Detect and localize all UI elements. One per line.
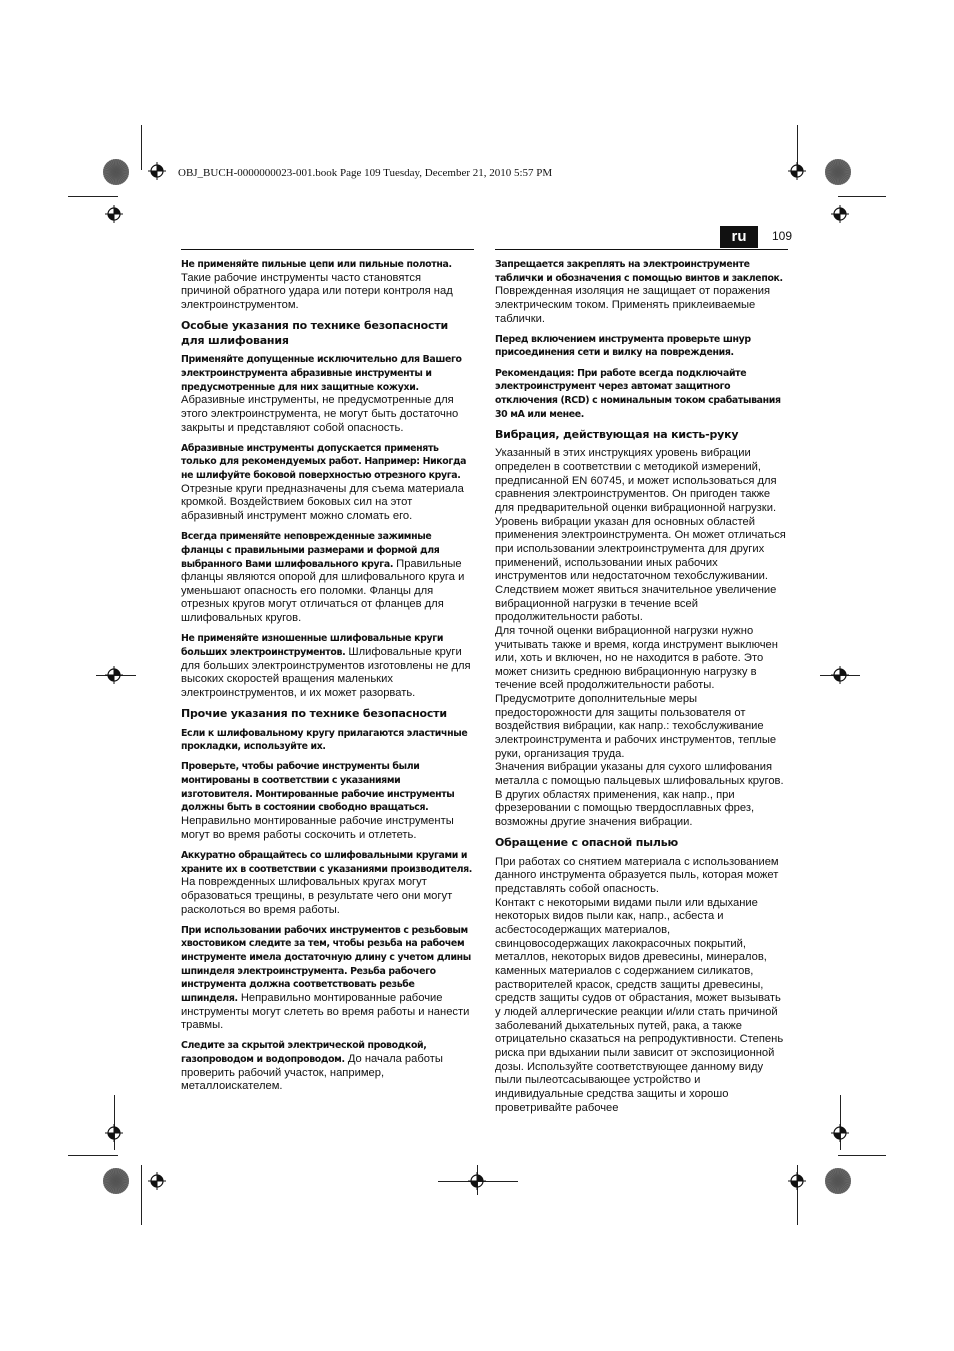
paragraph (181, 442, 473, 524)
paragraph (181, 849, 473, 917)
crop-line (838, 1155, 886, 1156)
paragraph (181, 258, 473, 313)
paragraph (181, 1039, 473, 1094)
bold-lead: Рекомендация: При работе всегда подключайте электроинструмент через автомат защитного отключения (RCD) с номинальным током срабатывания 30 мА или менее. (495, 367, 781, 420)
body-text: Шлифовальные круги для больших электроинструментов изготовлены не для высоких скоростей вращения маленьких электроинструментов, и их может разорвать. (181, 645, 471, 699)
color-target-icon (823, 1166, 853, 1196)
paragraph (495, 897, 787, 1116)
body-text: При работах со снятием материала с использованием данного инструмента образуется пыль, которая может представлять собой опасность. (495, 855, 779, 896)
paragraph (181, 727, 473, 754)
paragraph (181, 632, 473, 700)
registration-cross-icon (788, 1172, 806, 1190)
bold-lead: Если к шлифовальному кругу прилагаются эластичные прокладки, используйте их. (181, 727, 468, 753)
registration-cross-icon (831, 205, 849, 223)
header-rule-left (181, 249, 474, 250)
paragraph (495, 516, 787, 625)
registration-cross-icon (148, 162, 166, 180)
paragraph (181, 353, 473, 435)
body-text: До начала работы проверить рабочий участок, например, металлоискателем. (181, 1053, 443, 1093)
paragraph (495, 693, 787, 761)
paragraph (495, 333, 787, 360)
header-rule-right (495, 249, 788, 250)
crop-line (68, 1155, 118, 1156)
body-text: Указанный в этих инструкциях уровень вибрации определен в соответствии с методикой измерений, предписанной EN 60745, и может использоваться для сравнения электроинструментов. Он пригоден также для предварительной оценки вибрационной нагрузки. (495, 447, 777, 514)
section-heading: Прочие указания по технике безопасности (181, 707, 447, 721)
bold-lead: Не применяйте пильные цепи или пильные полотна. (181, 259, 452, 270)
body-text: Значения вибрации указаны для сухого шлифования металла с помощью пальцевых шлифовальных кругов. В других областях применения, как напр., при фрезеровании с помощью твердосплавных фрез, возможны другие значения вибрации. (495, 761, 784, 829)
bold-lead: Применяйте допущенные исключительно для Вашего электроинструмента абразивные инструменты и предусмотренные для них защитные кожухи. (181, 354, 462, 393)
body-text: Поврежденная изоляция не защищает от поражения электрическим током. Применять приклеиваемые таблички. (495, 285, 771, 325)
registration-cross-icon (788, 162, 806, 180)
paragraph (181, 924, 473, 1033)
bold-lead: Не применяйте изношенные шлифовальные круги больших электроинструментов. (181, 633, 444, 658)
crop-line (141, 1165, 142, 1225)
page-number: 109 (772, 229, 793, 243)
left-column (181, 258, 473, 1101)
paragraph (495, 258, 787, 326)
body-text: Неправильно монтированные рабочие инструменты могут слететь во время работы и нанести травмы. (181, 991, 470, 1032)
crop-line (141, 125, 142, 170)
body-text: Предусмотрите дополнительные меры предосторожности для защиты пользователя от воздействия вибрации, как напр.: техобслуживание электроинструмента и рабочих инструментов, теплые руки, организация труда. (495, 693, 777, 760)
color-target-icon (101, 157, 131, 187)
paragraph (181, 530, 473, 626)
registration-cross-icon (105, 666, 123, 684)
bold-lead: Перед включением инструмента проверьте шнур присоединения сети и вилку на повреждения. (495, 333, 751, 359)
registration-cross-icon (468, 1172, 486, 1190)
bold-lead: Следите за скрытой электрической проводкой, газопроводом и водопроводом. (181, 1040, 427, 1066)
body-text: Абразивные инструменты, не предусмотренные для этого электроинструмента, не могут быть достаточно закрыты и представляют собой опасность. (181, 394, 459, 434)
bold-lead: Всегда применяйте неповрежденные зажимные фланцы с правильными размерами и формой для выбранного Вами шлифовального круга. (181, 531, 440, 570)
crop-line (838, 196, 886, 197)
registration-cross-icon (831, 666, 849, 684)
body-text: Для точной оценки вибрационной нагрузки нужно учитывать также и время, когда инструмент выключен или, хоть и включен, но не находится в работе. Это может снизить среднюю вибрационную нагрузку в течение всей продолжительности работы. (495, 624, 778, 692)
paragraph (495, 367, 787, 422)
section-heading: Особые указания по технике безопасности для шлифования (181, 319, 448, 347)
body-text: Правильные фланцы являются опорой для шлифовального круга и уменьшают опасность его поломки. Фланцы для отрезных кругов могут отличаться от фланцев для шлифовальных кругов. (181, 557, 465, 625)
body-text: Уровень вибрации указан для основных областей применения электроинструмента. Он может отличаться при использовании электроинструмента для других применений, использовании иных рабочих инструментов или недостаточном техобслуживании. Следствием может явиться значительное увеличение вибрационной нагрузки в течение всей продолжительности работы. (495, 515, 786, 624)
paragraph (495, 447, 787, 515)
bold-lead: Проверьте, чтобы рабочие инструменты были монтированы в соответствии с указаниями изготовителя. Монтированные рабочие инструменты должны быть в состоянии свободно вращаться. (181, 761, 455, 814)
body-text: Отрезные круги предназначены для съема материала кромкой. Воздействием боковых сил на этот абразивный инструмент можно сломать его. (181, 482, 464, 523)
registration-cross-icon (831, 1124, 849, 1142)
body-text: Неправильно монтированные рабочие инструменты могут во время работы соскочить и отлететь. (181, 815, 454, 841)
bold-lead: Аккуратно обращайтесь со шлифовальными кругами и храните их в соответствии с указаниями производителя. (181, 849, 472, 875)
paragraph (495, 761, 787, 829)
registration-cross-icon (105, 1124, 123, 1142)
crop-line (68, 196, 118, 197)
color-target-icon (823, 157, 853, 187)
bold-lead: Абразивные инструменты допускается применять только для рекомендуемых работ. Например: Никогда не шлифуйте боковой поверхностью отрезного круга. (181, 442, 467, 482)
section-heading: Вибрация, действующая на кисть-руку (495, 427, 739, 441)
body-text: Такие рабочие инструменты часто становятся причиной обратного удара или потери контроля над электроинструментом. (181, 271, 453, 311)
body-text: На поврежденных шлифовальных кругах могут образоваться трещины, в результате чего они могут расколоться во время работы. (181, 876, 453, 916)
registration-cross-icon (148, 1172, 166, 1190)
paragraph (495, 856, 787, 897)
language-badge: ru (720, 226, 758, 248)
bold-lead: При использовании рабочих инструментов с резьбовым хвостовиком следите за тем, чтобы резьба на рабочем инструменте имела достаточную длину с учетом длины шпинделя электроинструмента. Резьба рабочего инструмента должна соответствовать резьбе шпинделя. (181, 924, 471, 1004)
section-heading: Обращение с опасной пылью (495, 836, 678, 850)
registration-cross-icon (105, 205, 123, 223)
body-text: Контакт с некоторыми видами пыли или вдыхание некоторых видов пыли как, напр., асбеста и асбестосодержащих материалов, свинцовосодержащих лакокрасочных покрытий, металлов, некоторых видов древесины, минералов, каменных материалов с содержанием силикатов, растворителей красок, средств защиты древесины, средств защиты судов от обрастания, может вызывать у людей аллергические реакции и/или стать причиной заболеваний дыхательных путей, рака, а также отрицательно сказаться на репродуктивности. Степень риска при вдыхании пыли зависит от экспозиционной дозы. Используйте соответствующее данному виду пыли пылеотсасывающее устройство и индивидуальные средства защиты и хорошо проветривайте рабочее (495, 896, 784, 1114)
color-target-icon (101, 1166, 131, 1196)
paragraph (495, 625, 787, 693)
bold-lead: Запрещается закреплять на электроинструменте таблички и обозначения с помощью винтов и заклепок. (495, 259, 783, 284)
paragraph (181, 760, 473, 842)
file-info-header: OBJ_BUCH-0000000023-001.book Page 109 Tuesday, December 21, 2010 5:57 PM (178, 167, 553, 179)
right-column (495, 258, 787, 1122)
